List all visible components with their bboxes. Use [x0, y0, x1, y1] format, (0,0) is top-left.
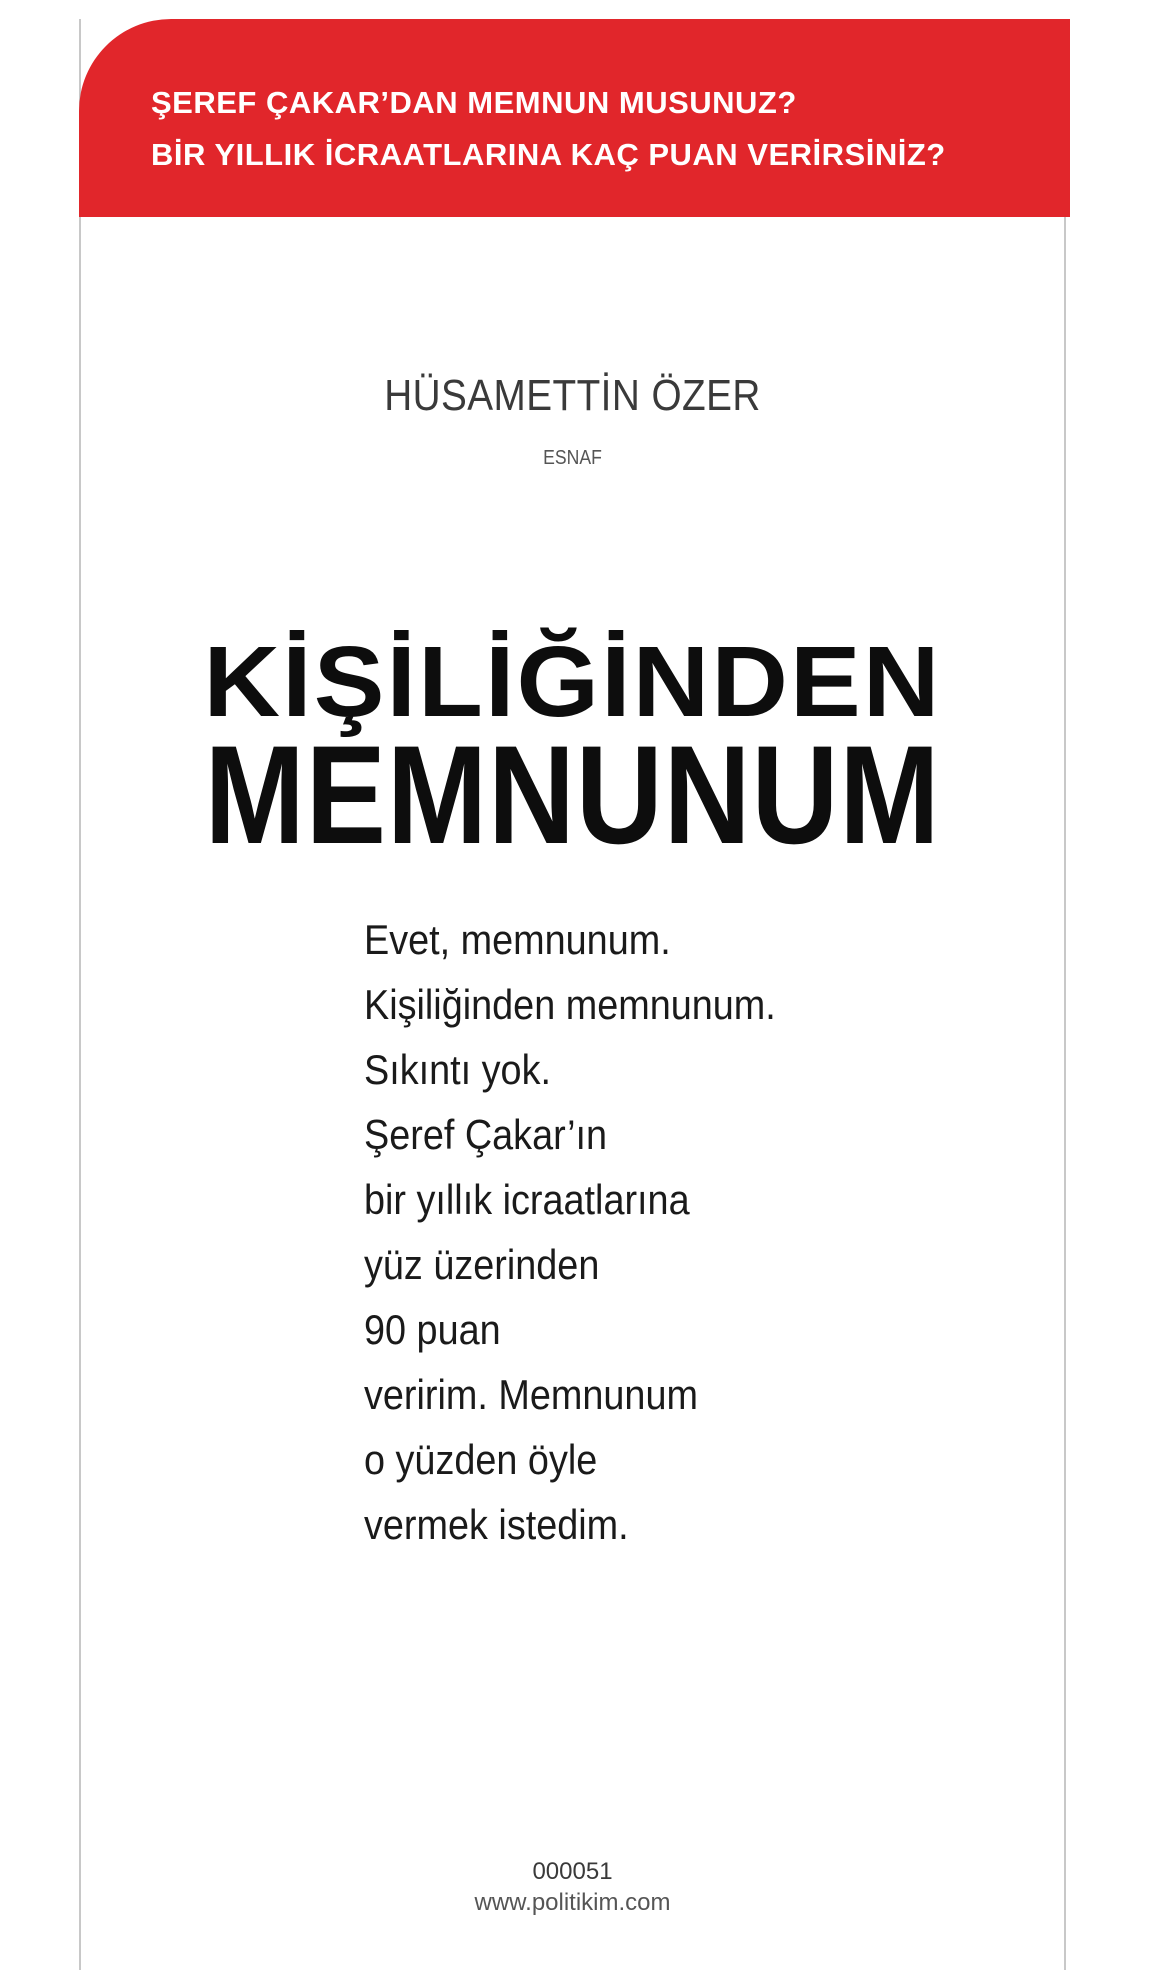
banner-question-line-1: ŞEREF ÇAKAR’DAN MEMNUN MUSUNUZ?	[151, 85, 797, 120]
quote-line: Sıkıntı yok.	[364, 1046, 551, 1093]
quote-line: vermek istedim.	[364, 1501, 629, 1548]
quote-line: 90 puan	[364, 1306, 501, 1353]
banner-question-line-2: BİR YILLIK İCRAATLARINA KAÇ PUAN VERİRSİNİZ?	[151, 137, 946, 172]
quote-line: Evet, memnunum.	[364, 916, 671, 963]
quote-line: veririm. Memnunum	[364, 1371, 698, 1418]
poster-card	[79, 19, 1066, 1970]
headline-line-1: KİŞİLİĞİNDEN	[203, 626, 942, 738]
person-name: HÜSAMETTİN ÖZER	[384, 371, 761, 420]
quote-line: yüz üzerinden	[364, 1241, 600, 1288]
footer-code: 000051	[532, 1858, 613, 1885]
quote-line: Kişiliğinden memnunum.	[364, 981, 776, 1028]
footer-website: www.politikim.com	[474, 1889, 671, 1916]
quote-line: bir yıllık icraatlarına	[364, 1176, 690, 1223]
headline-line-2: MEMNUNUM	[204, 716, 941, 873]
quote-line: Şeref Çakar’ın	[364, 1111, 608, 1158]
person-role: ESNAF	[543, 447, 602, 469]
quote-line: o yüzden öyle	[364, 1436, 598, 1483]
quote-text	[364, 907, 776, 1557]
question-banner	[79, 19, 1070, 217]
